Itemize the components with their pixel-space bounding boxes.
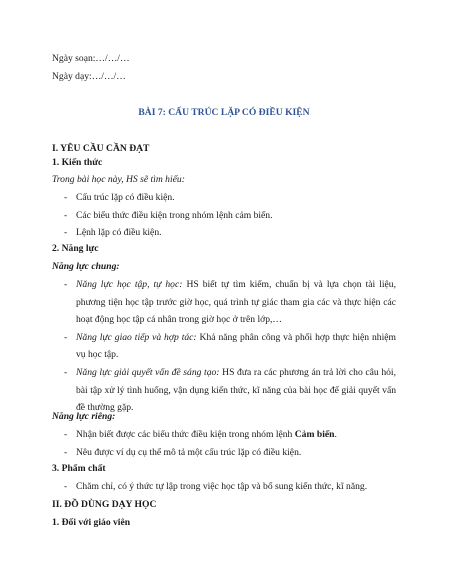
teacher-materials-heading: 1. Đối với giáo viên (52, 517, 131, 528)
list-item: - Chăm chỉ, có ý thức tự lập trong việc học tập và bổ sung kiến thức, kĩ năng. (64, 478, 396, 496)
item-label: Năng lực giao tiếp và hợp tác: (76, 331, 197, 343)
list-item: - Cấu trúc lặp có điều kiện. (64, 189, 396, 207)
general-competence-label: Năng lực chung: (52, 261, 120, 272)
list-item (64, 276, 396, 329)
competence-heading: 2. Năng lực (52, 243, 99, 254)
knowledge-heading: 1. Kiến thức (52, 157, 103, 168)
specific-competence-label: Năng lực riêng: (52, 411, 116, 422)
knowledge-list (52, 189, 396, 242)
section-2-heading: II. ĐỒ DÙNG DẠY HỌC (52, 499, 157, 510)
specific-competence-list (52, 426, 396, 461)
qualities-heading: 3. Phẩm chất (52, 463, 106, 474)
item-bold: Cảm biến (294, 429, 335, 440)
item-end: . (334, 429, 337, 440)
list-item: - Các biểu thức điều kiện trong nhóm lệnh cảm biến. (64, 207, 396, 225)
list-item (64, 329, 396, 364)
item-label: Năng lực giải quyết vấn đề sáng tạo: (76, 366, 220, 378)
item-text: HS đưa ra các phương án trả lời cho câu hỏi, bài tập xử lý tình huống, vận dụng kiến thức, kĩ năng của bài học để giải quyết vấn đề thường gặp. (76, 366, 396, 414)
list-item: - Nêu được ví dụ cụ thể mô tả một cấu trúc lặp có điều kiện. (64, 444, 396, 462)
qualities-list (52, 478, 396, 496)
item-text: Khả năng phân công và phối hợp thực hiện nhiệm vụ học tập. (76, 331, 396, 361)
item-label: Năng lực học tập, tự học: (76, 279, 183, 290)
teach-date: Ngày dạy:…/…/… (52, 71, 126, 82)
list-item (64, 426, 396, 444)
item-text: HS biết tự tìm kiếm, chuẩn bị và lựa chọn tài liệu, phương tiện học tập trước giờ học, quá trình tự giác tham gia các và thực hiện các hoạt động học tập cá nhân trong giờ học ở trên lớp,… (76, 279, 396, 326)
list-item: - Lệnh lặp có điều kiện. (64, 224, 396, 242)
general-competence-list (52, 276, 396, 417)
prep-date: Ngày soạn:…/…/… (52, 53, 130, 64)
knowledge-intro: Trong bài học này, HS sẽ tìm hiểu: (52, 174, 185, 185)
item-text: Nhận biết được các biểu thức điều kiện trong nhóm lệnh (76, 429, 295, 440)
lesson-title: BÀI 7: CẤU TRÚC LẶP CÓ ĐIỀU KIỆN (138, 107, 310, 118)
section-1-heading: I. YÊU CẦU CẦN ĐẠT (52, 143, 150, 154)
